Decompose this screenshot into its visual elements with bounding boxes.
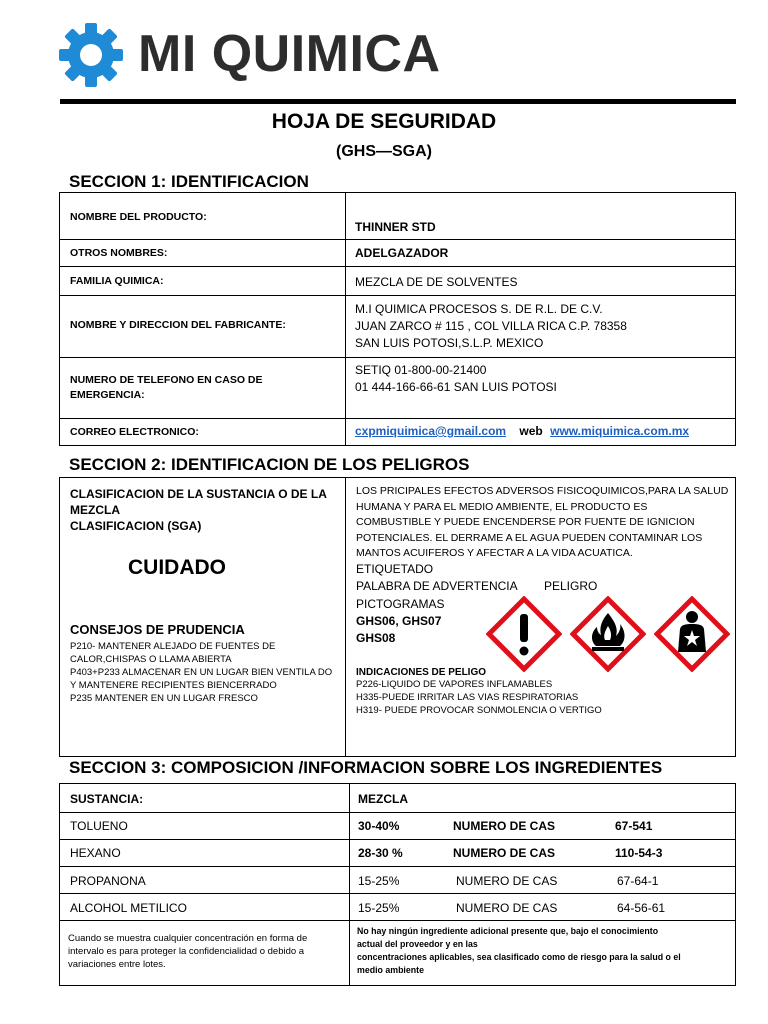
note-right-line: medio ambiente <box>357 965 424 975</box>
table-row <box>60 193 735 239</box>
percentage: 28-30 % <box>358 846 403 860</box>
warning-word: PELIGRO <box>544 579 598 593</box>
table-row <box>60 893 735 921</box>
table-row <box>60 839 735 867</box>
phone-line: SETIQ 01-800-00-21400 <box>355 363 487 377</box>
prudence-line: P235 MANTENER EN UN LUGAR FRESCO <box>70 693 258 704</box>
product-name: THINNER STD <box>355 220 436 234</box>
note-left-line: variaciones entre lotes. <box>68 959 166 970</box>
other-names: ADELGAZADOR <box>355 246 449 260</box>
section1-table <box>59 192 736 446</box>
hazard-line: P226-LIQUIDO DE VAPORES INFLAMABLES <box>356 679 553 690</box>
prudence-title: CONSEJOS DE PRUDENCIA <box>70 622 245 637</box>
effects-line: HUMANA Y PARA EL MEDIO AMBIENTE, EL PRODUCTO ES <box>356 500 648 513</box>
table-row <box>60 784 735 812</box>
row-label: NUMERO DE TELEFONO EN CASO DE EMERGENCIA: <box>70 374 263 401</box>
cas-label: NUMERO DE CAS <box>456 874 558 888</box>
table-row <box>60 866 735 894</box>
section2-box <box>59 477 736 757</box>
ghs-codes: GHS08 <box>356 631 396 645</box>
percentage: 15-25% <box>358 874 400 888</box>
substance-name: ALCOHOL METILICO <box>70 901 187 915</box>
row-label: OTROS NOMBRES: <box>70 247 168 259</box>
page-subtitle: (GHS—SGA) <box>336 143 432 160</box>
cas-label: NUMERO DE CAS <box>456 901 558 915</box>
header-rule <box>60 99 736 104</box>
cas-number: 64-56-61 <box>617 901 666 915</box>
substance-name: TOLUENO <box>70 819 128 833</box>
flame-icon <box>570 596 646 672</box>
table-row <box>60 357 735 419</box>
cas-label: NUMERO DE CAS <box>453 846 556 860</box>
section2-title: SECCION 2: IDENTIFICACION DE LOS PELIGROS <box>69 455 470 474</box>
email-link[interactable]: cxpmiquimica@gmail.com <box>355 424 507 438</box>
manufacturer-line: M.I QUIMICA PROCESOS S. DE R.L. DE C.V. <box>355 302 603 316</box>
section3-title: SECCION 3: COMPOSICION /INFORMACION SOBRE LOS INGREDIENTES <box>69 758 663 777</box>
cas-label: NUMERO DE CAS <box>453 819 556 833</box>
row-label: NOMBRE DEL PRODUCTO: <box>70 211 207 223</box>
cas-number: 67-64-1 <box>617 874 659 888</box>
exclamation-icon <box>486 596 562 672</box>
effects-line: POTENCIALES. EL DERRAME A EL AGUA PUEDEN CONTAMINAR LOS <box>356 531 703 544</box>
row-label: CORREO ELECTRONICO: <box>70 426 199 438</box>
substance-name: PROPANONA <box>70 874 146 888</box>
effects-line: MANTOS ACUIFEROS Y AFECTAR A LA VIDA ACUATICA. <box>356 547 633 559</box>
health-hazard-icon <box>654 596 730 672</box>
signal-word: CUIDADO <box>128 556 226 579</box>
note-right-line: concentraciones aplicables, sea clasificado como de riesgo para la salud o el <box>357 952 681 962</box>
manufacturer-line: JUAN ZARCO # 115 , COL VILLA RICA C.P. 78358 <box>355 319 627 333</box>
note-right-line: No hay ningún ingrediente adicional presente que, bajo el conocimiento <box>357 926 659 936</box>
prudence-line: Y MANTENERE RECIPIENTES BIENCERRADO <box>70 680 277 691</box>
section1-title: SECCION 1: IDENTIFICACION <box>69 172 309 191</box>
table-row <box>60 266 735 296</box>
manufacturer-line: SAN LUIS POTOSI,S.L.P. MEXICO <box>355 336 544 350</box>
hazard-line: H335-PUEDE IRRITAR LAS VIAS RESPIRATORIAS <box>356 692 579 703</box>
classification-sga: CLASIFICACION (SGA) <box>70 519 202 533</box>
effects-line: COMBUSTIBLE Y PUEDE ENCENDERSE POR FUENTE DE IGNICION <box>356 516 695 528</box>
cas-number: 110-54-3 <box>615 846 663 860</box>
table-row <box>60 295 735 358</box>
prudence-line: P210- MANTENER ALEJADO DE FUENTES DE <box>70 641 276 652</box>
note-left-line: Cuando se muestra cualquier concentración en forma de <box>68 933 308 944</box>
mix-header: MEZCLA <box>358 792 408 806</box>
page-title: HOJA DE SEGURIDAD <box>271 110 497 133</box>
section3-table <box>59 783 736 986</box>
row-label: NOMBRE Y DIRECCION DEL FABRICANTE: <box>70 319 286 331</box>
cas-number: 67-541 <box>615 819 653 833</box>
table-row <box>60 920 735 985</box>
table-row <box>60 239 735 267</box>
web-link[interactable]: www.miquimica.com.mx <box>550 424 690 438</box>
gear-logo-icon <box>58 22 124 88</box>
pictograms-label: PICTOGRAMAS <box>356 597 445 611</box>
hazard-line: H319- PUEDE PROVOCAR SONMOLENCIA O VERTIGO <box>356 705 602 716</box>
prudence-line: CALOR,CHISPAS O LLAMA ABIERTA <box>70 654 232 665</box>
note-left-line: intervalo es para proteger la confidencialidad o debido a <box>68 946 305 957</box>
hazard-title: INDICACIONES DE PELIGO <box>356 667 487 678</box>
table-row <box>60 418 735 446</box>
row-label: FAMILIA QUIMICA: <box>70 275 164 287</box>
phone-line: 01 444-166-66-61 SAN LUIS POTOSI <box>355 380 557 394</box>
etiquetado-label: ETIQUETADO <box>356 562 434 576</box>
note-right-line: actual del proveedor y en las <box>357 939 478 949</box>
warning-word-label: PALABRA DE ADVERTENCIA <box>356 579 518 593</box>
substance-header: SUSTANCIA: <box>70 792 144 806</box>
effects-line: LOS PRICIPALES EFECTOS ADVERSOS FISICOQUIMICOS,PARA LA SALUD <box>356 485 729 497</box>
chemical-family: MEZCLA DE DE SOLVENTES <box>355 275 518 289</box>
ghs-codes: GHS06, GHS07 <box>356 614 442 628</box>
brand-name: MI QUIMICA <box>138 25 441 83</box>
classification-heading: CLASIFICACION DE LA SUSTANCIA O DE LA MEZCLA <box>70 487 327 517</box>
percentage: 30-40% <box>358 819 400 833</box>
percentage: 15-25% <box>358 901 400 915</box>
substance-name: HEXANO <box>70 846 121 860</box>
table-row <box>60 812 735 840</box>
web-label: web <box>519 424 543 438</box>
prudence-line: P403+P233 ALMACENAR EN UN LUGAR BIEN VENTILA DO <box>70 667 333 678</box>
